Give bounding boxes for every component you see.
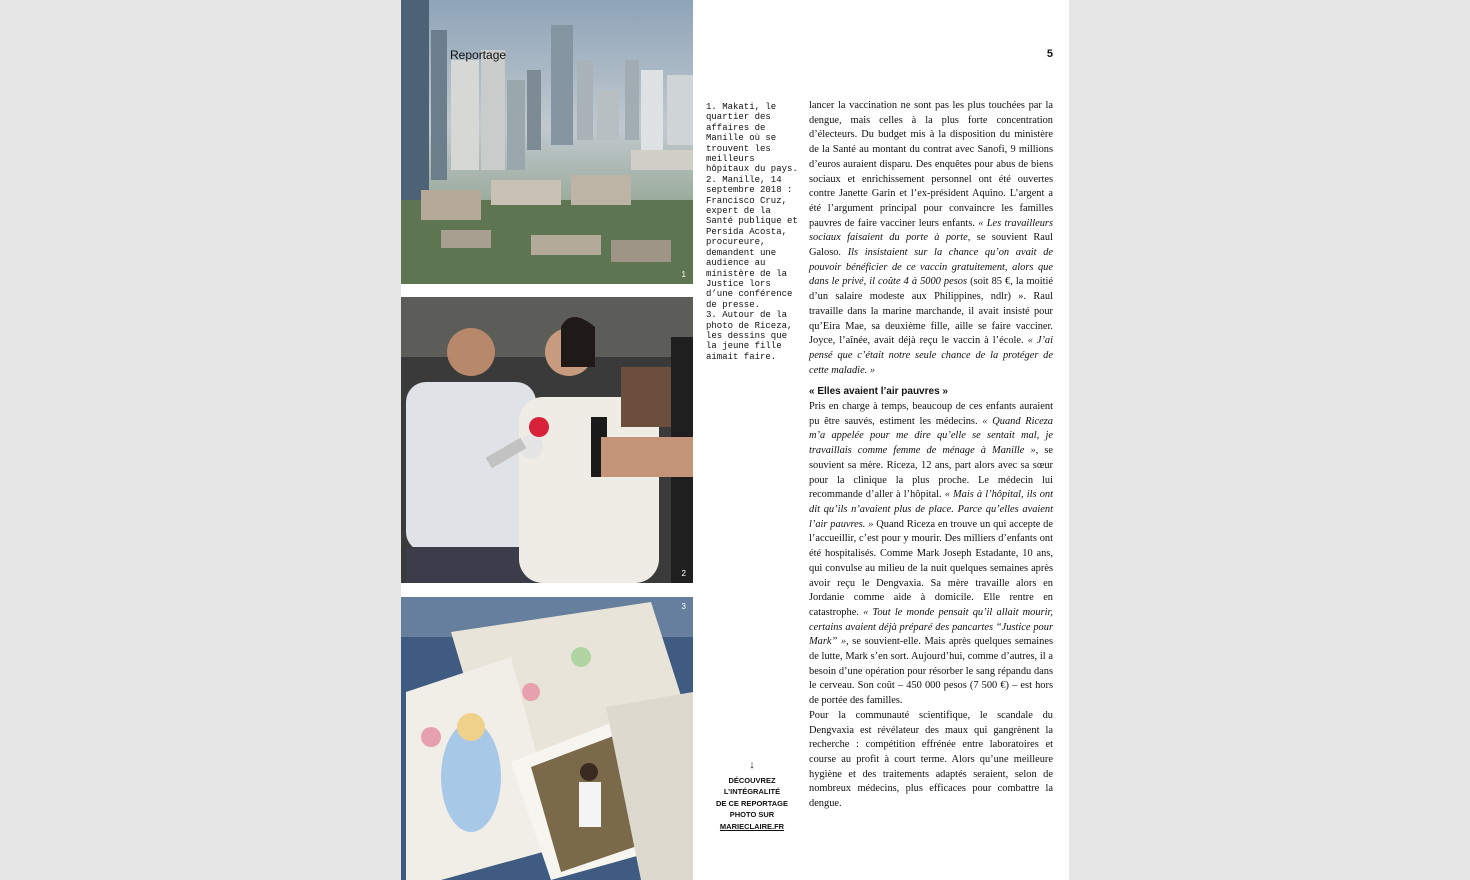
photo-captions [706, 102, 798, 362]
text-run: Pris en charge à temps, beaucoup de ces enfants auraient pu être sauvés, estiment les médecins. [809, 401, 1053, 427]
quote-run: « J’ai pensé que c’était notre seule chance de la protéger de cette maladie. » [809, 335, 1053, 376]
quote-run: « Tout le monde pensait qu’il allait mourir, certains avaient déjà préparé des pancartes “Justice pour Mark” » [809, 606, 1053, 648]
cta-line-1: DÉCOUVREZ [728, 775, 776, 785]
article-paragraph-2 [809, 400, 1053, 709]
photo-makati-skyline [401, 0, 693, 284]
photo-number-3: 3 [681, 602, 686, 611]
text-run: , se souvient sa mère. Riceza, 12 ans, part alors avec sa sœur pour la clinique la plus proche. Le médecin lui recommande d’aller à l’hôpital. [809, 445, 1053, 501]
article-paragraph-1 [809, 99, 1053, 378]
quote-run: « Mais à l’hôpital, ils ont dit qu’ils n’avaient plus de place. Parce qu’elles avaient l’air pauvres. » [809, 489, 1053, 530]
marieclaire-link[interactable]: MARIECLAIRE.FR [719, 821, 785, 831]
caption-2: 2. Manille, 14 septembre 2018 : Francisco Cruz, expert de la Santé publique et Persida Acosta, procureure, demandent une audience au ministère de la Justice lors d’une conférence de presse. [706, 174, 798, 310]
press-conference-illustration [401, 297, 693, 583]
text-run: se souvient Raul Galoso. [809, 232, 1053, 259]
caption-1: 1. Makati, le quartier des affaires de Manille où se trouvent les meilleurs hôpitaux du pays. [706, 102, 798, 175]
photo-riceza-drawings [401, 597, 693, 880]
article-body [809, 99, 1053, 812]
article-paragraph-3: Pour la communauté scientifique, le scandale du Dengvaxia est révélateur des maux qui gangrènent la recherche : compétition effrénée entre laboratoires et course au profit à court terme. Alors qu’une meilleure hygiène et des traitements adaptés seraient, selon de nombreux médecins, plus efficaces pour combattre la dengue. [809, 709, 1053, 810]
page-number: 5 [1046, 48, 1053, 60]
skyline-illustration [401, 0, 693, 284]
section-label: Reportage [450, 48, 507, 62]
arrow-down-icon: ↓ [749, 759, 755, 771]
article-subheading: « Elles avaient l’air pauvres » [809, 386, 948, 398]
photo-press-conference [401, 297, 693, 583]
magazine-page [401, 0, 1069, 880]
photo-number-1: 1 [681, 270, 686, 279]
text-run: Quand Riceza en trouve un qui accepte de l’accueillir, c’est pour y mourir. Des milliers d’enfants ont été hospitalisés. Comme Mark Joseph Estadante, 10 ans, qui convulse au milieu de la nuit quelques semaines après avoir reçu le Dengvaxia. Sa mère travaille alors en Jordanie comme aide à domicile. Elle rentre en catastrophe. [809, 518, 1053, 618]
photo-number-2: 2 [681, 569, 686, 578]
caption-3: 3. Autour de la photo de Riceza, les dessins que la jeune fille aimait faire. [706, 310, 793, 362]
cta-line-2: L’INTÉGRALITÉ [723, 787, 781, 796]
text-run: lancer la vaccination ne sont pas les plus touchées par la dengue, mais celles à la plus forte concentration d’électeurs. Du budget mis à la disposition du ministère de la Santé au montant du contrat avec Sanofi, 9 millions d’euros auraient disparu. Des enquêtes pour abus de biens sociaux et enrichissement personnel ont été ouvertes contre Janette Garin et l’ex-président Aquino. L’argent a été l’argument principal pour convaincre les familles pauvres de faire vacciner leurs enfants. [809, 100, 1053, 229]
quote-run: « Les travailleurs sociaux faisaient du porte à porte, [809, 217, 1053, 244]
cta-line-3: DE CE REPORTAGE [716, 798, 788, 808]
text-run: , se souvient-elle. Mais après quelques semaines de lutte, Mark s’en sort. Aujourd’hui, comme d’autres, il a besoin d’une opération pour résorber le sang répandu dans le cerveau. Son coût – 450 000 pesos (7 500 €) – est hors de portée des familles. [809, 636, 1053, 707]
text-run: (soit 85 €, la moitié d’un salaire modeste aux Philippines, ndlr) ». Raul travaille dans la marine marchande, il avait insisté pour qu’Eira Mae, sa deuxième fille, aille se faire vacciner. Joyce, l’aînée, avait déjà reçu le vaccin à l’école. [809, 276, 1053, 347]
call-to-action [706, 760, 798, 832]
drawings-illustration [401, 597, 693, 880]
cta-line-4: PHOTO SUR [729, 810, 775, 819]
quote-run: « Quand Riceza m’a appelée pour me dire qu’elle se sentait mal, je travaillais comme femme de ménage à Manille » [809, 415, 1053, 457]
quote-run: Ils insistaient sur la chance qu’on avait de pouvoir bénéficier de ce vaccin gratuitement, alors que dans le privé, il coûte 4 à 5000 pesos [809, 247, 1054, 288]
